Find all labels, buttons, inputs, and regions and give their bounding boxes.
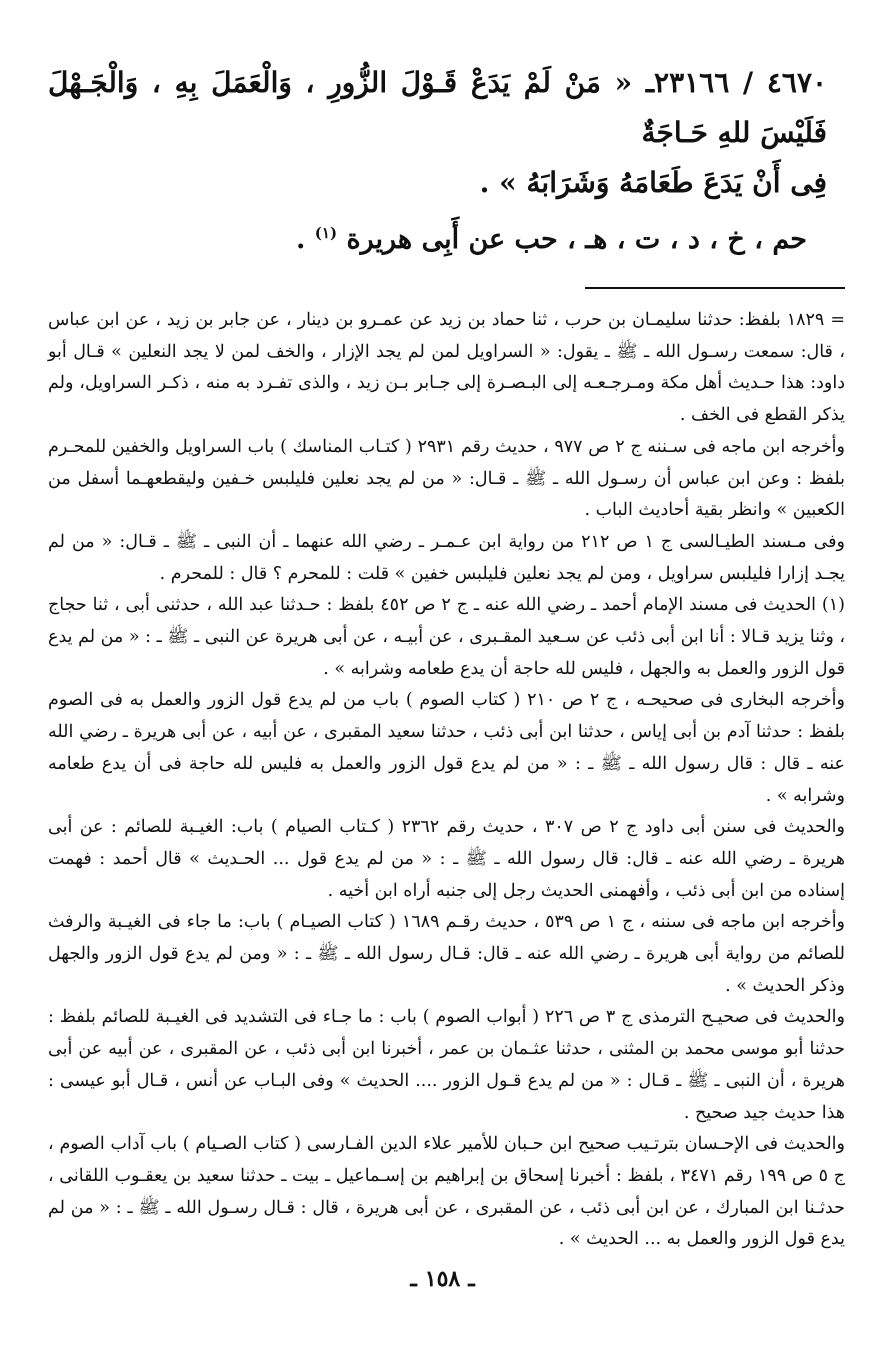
footnote-reference: (١) [314, 224, 338, 242]
footnote-paragraph: وأخرجه ابن ماجه فى سننه ، ج ١ ص ٥٣٩ ، حديث رقـم ١٦٨٩ ( كتاب الصيـام ) باب: ما جاء فى الغيـبة والرفث للصائم من رواية أبى هريرة ـ رضي الله عنه ـ قال: قـال رسول الله ـ ﷺ ـ : « ومن لم يدع قول الزور والجهل وذكر الحديث » . [48, 912, 846, 996]
footnote-paragraph: = ١٨٢٩ بلفظ: حدثنا سليمـان بن حرب ، ثنا حماد بن زيد عن عمـرو بن دينار ، عن جابر بن زيد ، عن ابن عباس ، قال: سمعت رسـول الله ـ ﷺ ـ يقول: « السراويل لمن لم يجد الإزار ، والخف لمن لا يجد النعلين » قـال أبو داود: هذا حـديث أهل مكة ومـرجـعـه إلى البـصـرة إلى جـابر بـن زيد ، والذى تفـرد به منه ، ذكـر السراويل، ولم يذكر القطع فى الخف . [48, 310, 846, 426]
footnote-paragraph: وفى مـسند الطيـالسى ج ١ ص ٢١٢ من رواية ابن عـمـر ـ رضي الله عنهما ـ أن النبى ـ ﷺ ـ قـال: « من لم يجـد إزارا فليلبس سراويل ، ومن لم يجد نعلين فليلبس خفين » قلت : للمحرم ؟ قال : للمحرم . [48, 531, 845, 584]
footnote-paragraph: (١) الحديث فى مسند الإمام أحمد ـ رضي الله عنه ـ ج ٢ ص ٤٥٢ بلفظ : حـدثنا عبد الله ، حدثنى أبى ، ثنا حجاج ، وثنا يزيد قـالا : أنا ابن أبى ذئب عن سـعيد المقـبرى ، عن أبيـه ، عن أبى هريرة عن النبى ـ ﷺ ـ : « من لم يدع قول الزور والعمل به والجهل ، فليس لله حاجة أن يدع طعامه وشرابه » . [48, 595, 845, 679]
page-number-value: ١٥٨ [424, 1266, 461, 1292]
footnote-paragraph: والحديث فى الإحـسان بترتـيب صحيح ابن حـبان للأمير علاء الدين الفـارسى ( كتاب الصـيام ) باب آداب الصوم ، ج ٥ ص ١٩٩ رقم ٣٤٧١ ، بلفظ : أخبرنا إسحاق بن إبراهيم بن إسـماعيل ـ بيت ـ حدثنا سعيد بن يعقـوب اللقانى ، حدثـنا ابن المبارك ، عن ابن أبى ذئب ، عن المقبرى ، عن أبى هريرة ، قال : قـال رسـول الله ـ ﷺ ـ : « من لم يدع قول الزور والعمل به ... الحديث » . [48, 1134, 846, 1250]
hadith-line-2: فِى أَنْ يَدَعَ طَعَامَهُ وَشَرَابَهُ » . [479, 166, 827, 199]
footnote-paragraph: وأخرجه البخارى فى صحيحـه ، ج ٢ ص ٢١٠ ( كتاب الصوم ) باب من لم يدع قول الزور والعمل به فى الصوم بلفظ : حدثنا آدم بن أبى إياس ، حدثنا ابن أبى ذئب ، حدثنا سعيد المقبرى ، عن أبيه ، عن أبى هريرة ـ رضي الله عنه ـ قال : قال رسول الله ـ ﷺ ـ : « من لم يدع قول الزور والعمل به فليس لله حاجة فى أن يدع طعامه وشرابه » . [48, 690, 845, 806]
footnote-paragraph: والحديث فى سنن أبى داود ج ٢ ص ٣٠٧ ، حديث رقم ٢٣٦٢ ( كـتاب الصيام ) باب: الغيـبة للصائم : عن أبى هريرة ـ رضي الله عنه ـ قال: قال رسول الله ـ ﷺ ـ : « من لم يدع قول ... الحـديث » قال أحمد : فهمت إسناده من ابن أبى ذئب ، وأفهمنى الحديث رجل إلى جنبه أراه ابن أخيه . [48, 817, 845, 901]
sources-text: حم ، خ ، د ، ت ، هـ ، حب عن أَبِى هريرة [346, 224, 807, 255]
footnote-paragraph: وأخرجه ابن ماجه فى سـننه ج ٢ ص ٩٧٧ ، حديث رقم ٢٩٣١ ( كتـاب المناسك ) باب السراويل والخفين للمحـرم بلفظ : وعن ابن عباس أن رسـول الله ـ ﷺ ـ قـال: « من لم يجد نعلين فليلبس خـفين وليقطعهـما أسفل من الكعبين » وانظر بقية أحاديث الباب . [48, 436, 845, 521]
footnote-paragraph: والحديث فى صحيـح الترمذى ج ٣ ص ٢٢٦ ( أبواب الصوم ) باب : ما جـاء فى التشديد فى الغيـبة للصائم بلفظ : حدثنا أبو موسى محمد بن المثنى ، حدثنا عثـمان بن عمر ، أخبرنا ابن أبى ذئب ، عن المقبرى ، عن أبيه عن أبى هريرة ، أن النبى ـ ﷺ ـ قـال : « من لم يدع قـول الزور .... الحديث » وفى البـاب عن أنس ، قـال أبو عيسى : هذا حديث جيد صحيح . [48, 1007, 845, 1123]
hadith-line-1: ٤٦٧٠ / ٢٣١٦٦ـ « مَنْ لَمْ يَدَعْ قَـوْلَ الزُّورِ ، وَالْعَمَلَ بِهِ ، وَالْجَـهْلَ فَلَيْسَ للهِ حَـاجَةٌ [48, 66, 828, 149]
hadith-sources [48, 208, 827, 265]
footnote-separator [585, 287, 845, 289]
sources-end: . [295, 224, 306, 255]
footnotes-section [48, 305, 845, 1256]
hadith-block [48, 58, 845, 265]
page-number: ـ١٥٨ـ [410, 1266, 475, 1292]
